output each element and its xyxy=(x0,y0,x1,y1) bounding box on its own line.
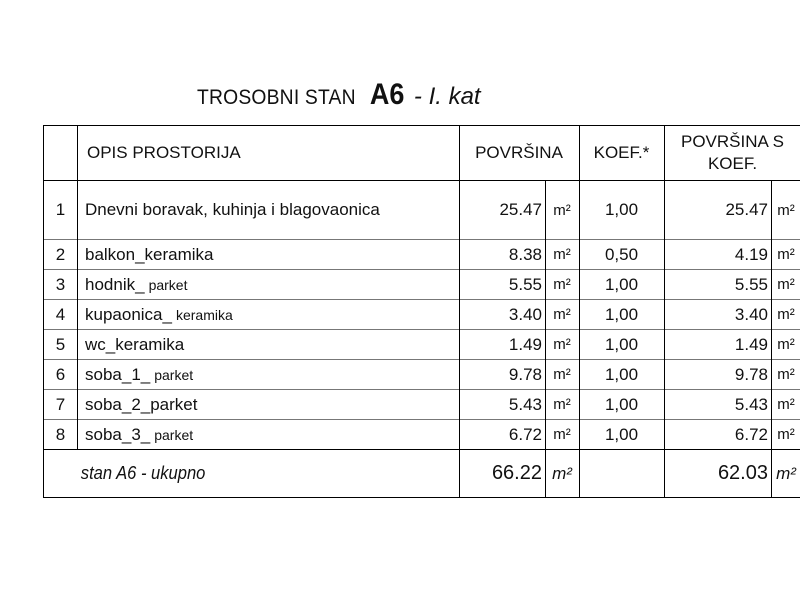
table-row xyxy=(44,389,800,419)
header-area: POVRŠINA xyxy=(475,143,563,162)
room-coefficient: 1,00 xyxy=(604,394,639,414)
room-area-with-coef-unit: m² xyxy=(777,426,795,443)
row-number: 3 xyxy=(55,274,66,294)
room-name: soba_2_parket xyxy=(85,394,198,414)
room-area: 25.47 xyxy=(499,200,542,219)
room-area-with-coef: 4.19 xyxy=(734,244,768,264)
table-total-row xyxy=(44,449,800,497)
room-area-with-coef: 25.47 xyxy=(725,200,768,219)
row-number: 5 xyxy=(55,334,66,354)
room-name: kupaonica_ xyxy=(85,304,172,324)
room-floor-type: parket xyxy=(148,276,188,293)
room-area: 9.78 xyxy=(508,364,542,384)
room-floor-type: parket xyxy=(154,426,194,443)
room-area-with-coef: 5.43 xyxy=(734,394,768,414)
row-number: 8 xyxy=(55,424,66,444)
room-area-unit: m² xyxy=(553,396,571,413)
room-description xyxy=(77,330,459,359)
document-title xyxy=(197,78,481,114)
header-number-cell xyxy=(44,126,77,180)
room-description xyxy=(77,300,459,329)
room-coefficient: 1,00 xyxy=(604,304,639,324)
total-area-with-coef: 62.03 xyxy=(717,462,768,484)
room-coefficient: 1,00 xyxy=(604,424,639,444)
room-area-with-coef-unit: m² xyxy=(777,366,795,383)
room-area-unit: m² xyxy=(553,276,571,293)
room-area-with-coef-unit: m² xyxy=(777,336,795,353)
table-row xyxy=(44,239,800,269)
room-area-with-coef-unit: m² xyxy=(777,246,795,263)
room-coefficient: 1,00 xyxy=(604,274,639,294)
room-area: 5.55 xyxy=(508,274,542,294)
room-coefficient: 1,00 xyxy=(604,334,639,354)
total-area: 66.22 xyxy=(491,462,542,484)
row-number: 2 xyxy=(55,244,66,264)
table-row xyxy=(44,299,800,329)
title-floor: - I. kat xyxy=(413,83,481,110)
table-row xyxy=(44,180,800,239)
room-coefficient: 1,00 xyxy=(604,364,639,384)
table-row xyxy=(44,269,800,299)
title-prefix: TROSOBNI STAN xyxy=(197,86,356,109)
room-area-with-coef-unit: m² xyxy=(777,396,795,413)
room-area-unit: m² xyxy=(553,336,571,353)
room-area-with-coef: 6.72 xyxy=(734,424,768,444)
total-area-with-coef-unit: m² xyxy=(776,463,796,483)
col-divider-number xyxy=(77,126,78,449)
col-divider-area-coef-unit xyxy=(771,180,772,497)
room-description xyxy=(77,240,459,269)
room-area-with-coef: 5.55 xyxy=(734,274,768,294)
room-area: 3.40 xyxy=(508,304,542,324)
room-area: 5.43 xyxy=(508,394,542,414)
room-area-unit: m² xyxy=(553,201,571,219)
room-coefficient: 0,50 xyxy=(604,244,639,264)
room-area: 6.72 xyxy=(508,424,542,444)
row-number: 7 xyxy=(55,394,66,414)
room-area-with-coef: 3.40 xyxy=(734,304,768,324)
col-divider-area xyxy=(579,126,580,497)
room-area-unit: m² xyxy=(553,426,571,443)
room-area-with-coef: 1.49 xyxy=(734,334,768,354)
total-area-unit: m² xyxy=(552,463,572,483)
table-header-row xyxy=(44,126,800,180)
room-description xyxy=(77,270,459,299)
col-divider-area-unit xyxy=(545,180,546,497)
room-area-with-coef-unit: m² xyxy=(777,201,795,219)
col-divider-description xyxy=(459,126,460,497)
room-area-unit: m² xyxy=(553,366,571,383)
room-area: 8.38 xyxy=(508,244,542,264)
room-area-unit: m² xyxy=(553,306,571,323)
row-number: 1 xyxy=(55,200,66,219)
col-divider-coefficient xyxy=(664,126,665,497)
room-description xyxy=(77,360,459,389)
table-row xyxy=(44,419,800,449)
table-row xyxy=(44,329,800,359)
room-description xyxy=(77,181,459,239)
header-area-with-coef: POVRŠINA S KOEF. xyxy=(681,132,784,173)
room-coefficient: 1,00 xyxy=(604,200,639,219)
room-name: soba_3_ xyxy=(85,424,151,444)
room-name: hodnik_ xyxy=(85,274,145,294)
room-floor-type: keramika xyxy=(175,306,233,323)
room-floor-type: parket xyxy=(154,366,194,383)
row-number: 6 xyxy=(55,364,66,384)
room-area-with-coef-unit: m² xyxy=(777,306,795,323)
room-description xyxy=(77,390,459,419)
title-unit-code: A6 xyxy=(369,78,405,111)
room-description xyxy=(77,420,459,449)
header-coefficient: KOEF.* xyxy=(593,143,650,162)
room-name: balkon_keramika xyxy=(85,244,214,264)
row-number: 4 xyxy=(55,304,66,324)
room-name: soba_1_ xyxy=(85,364,151,384)
room-area-with-coef-unit: m² xyxy=(777,276,795,293)
header-description: OPIS PROSTORIJA xyxy=(87,143,241,162)
total-label: stan A6 - ukupno xyxy=(80,463,206,483)
room-area-with-coef: 9.78 xyxy=(734,364,768,384)
room-area-unit: m² xyxy=(553,246,571,263)
room-name: Dnevni boravak, kuhinja i blagovaonica xyxy=(85,200,380,219)
table-row xyxy=(44,359,800,389)
room-area: 1.49 xyxy=(508,334,542,354)
room-name: wc_keramika xyxy=(85,334,185,354)
room-area-table xyxy=(43,125,800,498)
